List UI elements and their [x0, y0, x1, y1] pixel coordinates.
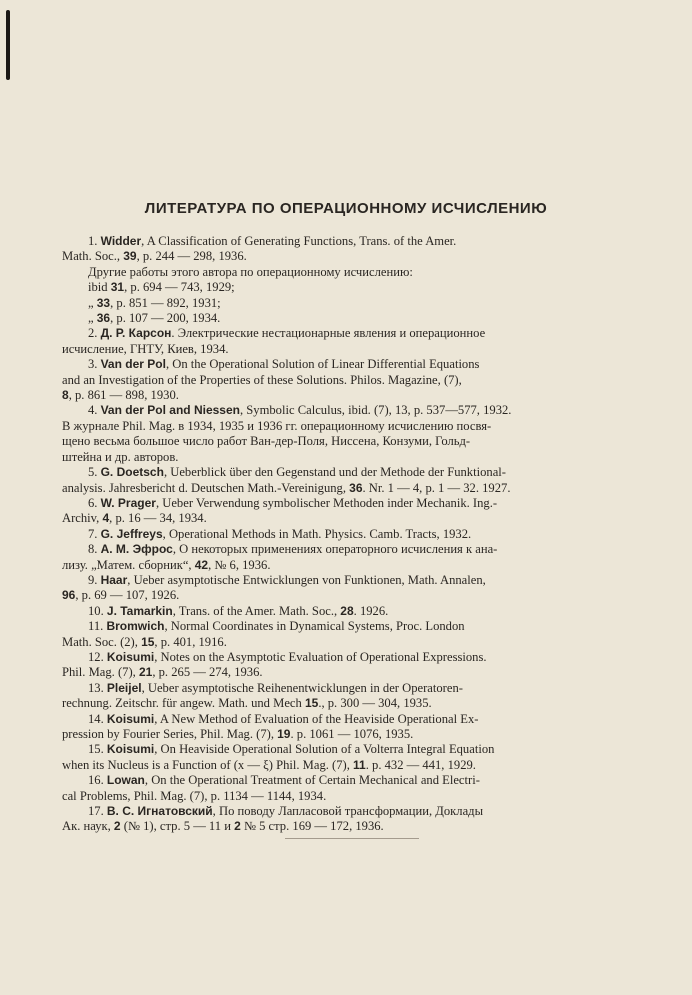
text-run: В журнале Phil. Mag. в 1934, 1935 и 1936 гг. операционному исчислению посвя- [62, 418, 492, 433]
text-run: cal Problems, Phil. Mag. (7), p. 1134 — 1144, 1934. [62, 788, 327, 803]
text-run: 7. [88, 526, 101, 541]
bold-text: 39 [123, 249, 137, 264]
bold-text: 28 [340, 603, 354, 618]
reference-line [62, 588, 632, 603]
text-run: , № 6, 1936. [208, 557, 271, 572]
reference-line [62, 527, 632, 542]
reference-line [62, 696, 632, 711]
text-run: исчисление, ГНТУ, Киев, 1934. [62, 341, 229, 356]
bold-text: 42 [194, 557, 209, 572]
reference-entry [62, 742, 632, 773]
reference-entry [62, 712, 632, 743]
bold-text: Van der Pol [100, 357, 166, 372]
text-run: , p. 401, 1916. [154, 634, 227, 649]
reference-line [62, 419, 632, 434]
reference-line [62, 573, 632, 588]
bold-text: 36 [349, 480, 363, 495]
text-run: rechnung. Zeitschr. für angew. Math. und Mech [62, 696, 305, 711]
text-run: 1. [88, 234, 101, 248]
text-run: 15. [88, 742, 107, 757]
text-run: Другие работы этого автора по операционному исчислению: [88, 264, 413, 279]
text-run: , p. 69 — 107, 1926. [75, 588, 180, 603]
reference-line [62, 804, 632, 819]
bold-text: J. Tamarkin [106, 603, 173, 618]
reference-line [62, 311, 632, 326]
text-run: 17. [88, 804, 107, 819]
reference-line [62, 373, 632, 388]
text-run: 13. [88, 680, 107, 695]
bold-text: Lowan [106, 773, 145, 788]
text-run: , Notes on the Asymptotic Evaluation of Operational Expressions. [154, 649, 487, 664]
bold-text: 19 [277, 727, 291, 741]
text-run: 3. [88, 357, 101, 372]
reference-entry [62, 573, 632, 604]
reference-line [62, 558, 632, 573]
reference-line [62, 712, 632, 727]
bold-text: 33 [96, 295, 111, 310]
text-run: Archiv, [62, 511, 103, 526]
reference-line [62, 650, 632, 665]
reference-line [62, 773, 632, 788]
reference-entry [62, 234, 632, 326]
bold-text: 2 [234, 819, 241, 834]
text-run: , p. 694 — 743, 1929; [124, 280, 235, 295]
reference-line [62, 249, 632, 264]
text-run: 5. [88, 465, 101, 480]
text-run: , p. 244 — 298, 1936. [136, 249, 247, 264]
text-run: Math. Soc. (2), [62, 634, 142, 649]
reference-line [62, 296, 632, 311]
reference-line [62, 234, 632, 249]
text-run: „ [88, 295, 97, 310]
text-run: , p. 861 — 898, 1930. [68, 388, 179, 403]
reference-line [62, 280, 632, 295]
text-run: , Ueber asymptotische Reihenentwicklungen in der Operatoren- [141, 680, 463, 695]
bold-text: 4 [102, 511, 110, 526]
bold-text: G. Doetsch [100, 465, 164, 480]
text-run: штейна и др. авторов. [62, 449, 179, 464]
text-run: , p. 265 — 274, 1936. [152, 665, 263, 680]
text-run: Ак. наук, [62, 819, 114, 834]
bold-text: 31 [110, 280, 125, 295]
text-run: 4. [88, 403, 101, 418]
text-run: 8. [88, 542, 101, 557]
bold-text: А. М. Эфрос [100, 542, 173, 557]
text-run: 16. [88, 773, 107, 788]
reference-line [62, 388, 632, 403]
reference-line [62, 789, 632, 804]
reference-line [62, 635, 632, 650]
bold-text: Van der Pol and Niessen [100, 403, 240, 418]
page-title: ЛИТЕРАТУРА ПО ОПЕРАЦИОННОМУ ИСЧИСЛЕНИЮ [144, 200, 548, 217]
bold-text: В. С. Игнатовский [106, 804, 213, 819]
text-run: , A New Method of Evaluation of the Heaviside Operational Ex- [154, 711, 479, 726]
text-run: , p. 851 — 892, 1931; [110, 295, 221, 310]
text-run: , По поводу Лапласовой трансформации, Доклады [212, 804, 484, 819]
bold-text: Pleijel [106, 680, 142, 695]
text-run: when its Nucleus is a Function of (x — ξ) Phil. Mag. (7), [62, 757, 354, 772]
text-run: , О некоторых применениях операторного исчисления к ана- [172, 542, 498, 557]
reference-line [62, 342, 632, 357]
bold-text: 15 [141, 634, 155, 649]
text-run: , On the Operational Treatment of Certain Mechanical and Electri- [144, 773, 480, 788]
reference-entry [62, 403, 632, 465]
bold-text: 15 [304, 696, 319, 711]
text-run: ., p. 300 — 304, 1935. [318, 696, 432, 711]
bold-text: 2 [113, 819, 121, 834]
reference-line [62, 434, 632, 449]
reference-list [62, 234, 632, 835]
reference-line [62, 542, 632, 557]
binding-mark [6, 10, 10, 80]
text-run: 11. [88, 619, 107, 634]
text-run: 2. [88, 326, 101, 341]
reference-line [62, 665, 632, 680]
text-run: and an Investigation of the Properties of these Solutions. Philos. Magazine, (7), [62, 372, 462, 387]
text-run: . Nr. 1 — 4, p. 1 — 32. 1927. [362, 480, 511, 495]
reference-line [62, 326, 632, 341]
text-run: 10. [88, 603, 107, 618]
text-run: № 5 стр. 169 — 172, 1936. [240, 819, 384, 834]
text-run: , A Classification of Generating Functions, Trans. of the Amer. [141, 234, 457, 248]
text-run: , Symbolic Calculus, ibid. (7), 13, p. 537—577, 1932. [239, 403, 512, 418]
text-run: . 1926. [353, 603, 389, 618]
text-run: . Электрические нестационарные явления и операционное [171, 326, 486, 341]
text-run: 6. [88, 495, 101, 510]
reference-line [62, 742, 632, 757]
footer-rule [285, 838, 419, 839]
bold-text: 36 [96, 311, 111, 326]
reference-entry [62, 326, 632, 357]
bold-text: W. Prager [100, 495, 156, 510]
reference-line [62, 265, 632, 280]
text-run: 14. [88, 711, 107, 726]
bold-text: Widder [100, 234, 142, 248]
reference-entry [62, 465, 632, 496]
reference-line [62, 681, 632, 696]
text-run: . p. 432 — 441, 1929. [365, 757, 476, 772]
text-run: , Ueber Verwendung symbolischer Methoden inder Mechanik. Ing.- [155, 495, 498, 510]
reference-entry [62, 496, 632, 527]
bold-text: Koisumi [106, 649, 155, 664]
text-run: щено весьма большое число работ Ван-дер-Поля, Ниссена, Конзуми, Гольд- [62, 434, 471, 449]
reference-entry [62, 773, 632, 804]
reference-line [62, 481, 632, 496]
bold-text: 21 [138, 665, 153, 680]
reference-line [62, 727, 632, 742]
bold-text: 96 [62, 588, 76, 603]
text-run: , Operational Methods in Math. Physics. Camb. Tracts, 1932. [162, 526, 472, 541]
reference-line [62, 450, 632, 465]
reference-entry [62, 604, 632, 619]
text-run: analysis. Jahresbericht d. Deutschen Math.-Vereinigung, [62, 480, 350, 495]
reference-entry [62, 527, 632, 542]
bold-text: Bromwich [106, 619, 165, 634]
reference-entry [62, 650, 632, 681]
reference-line [62, 604, 632, 619]
text-run: Phil. Mag. (7), [62, 665, 139, 680]
bold-text: Haar [100, 572, 128, 587]
reference-line [62, 819, 632, 834]
text-run: , Ueberblick über den Gegenstand und der Methode der Funktional- [163, 465, 506, 480]
text-run: , On the Operational Solution of Linear Differential Equations [165, 357, 480, 372]
text-run: , On Heaviside Operational Solution of a Volterra Integral Equation [154, 742, 495, 757]
text-run: , p. 107 — 200, 1934. [110, 311, 221, 326]
text-run: . p. 1061 — 1076, 1935. [290, 727, 414, 741]
bold-text: Д. Р. Карсон [100, 326, 172, 341]
text-run: pression by Fourier Series, Phil. Mag. (7), [62, 727, 278, 741]
text-run: , Normal Coordinates in Dynamical Systems, Proc. London [164, 619, 465, 634]
text-run: (№ 1), стр. 5 — 11 и [120, 819, 235, 834]
bold-text: Koisumi [106, 711, 155, 726]
text-run: лизу. „Матем. сборник“, [62, 557, 195, 572]
reference-line [62, 403, 632, 418]
reference-line [62, 357, 632, 372]
bold-text: Koisumi [106, 742, 155, 757]
text-run: 9. [88, 572, 101, 587]
reference-line [62, 465, 632, 480]
reference-line [62, 511, 632, 526]
bold-text: G. Jeffreys [100, 526, 163, 541]
text-run: 12. [88, 649, 107, 664]
text-run: , p. 16 — 34, 1934. [109, 511, 207, 526]
bold-text: 8 [62, 388, 69, 403]
text-run: ibid [88, 280, 111, 295]
reference-entry [62, 804, 632, 835]
text-run: „ [88, 311, 97, 326]
reference-line [62, 619, 632, 634]
reference-line [62, 496, 632, 511]
reference-entry [62, 357, 632, 403]
text-run: , Ueber asymptotische Entwicklungen von Funktionen, Math. Annalen, [127, 572, 486, 587]
text-run: , Trans. of the Amer. Math. Soc., [172, 603, 341, 618]
reference-line [62, 758, 632, 773]
text-run: Math. Soc., [62, 249, 124, 264]
bold-text: 11 [353, 757, 366, 772]
reference-entry [62, 542, 632, 573]
reference-entry [62, 681, 632, 712]
reference-entry [62, 619, 632, 650]
